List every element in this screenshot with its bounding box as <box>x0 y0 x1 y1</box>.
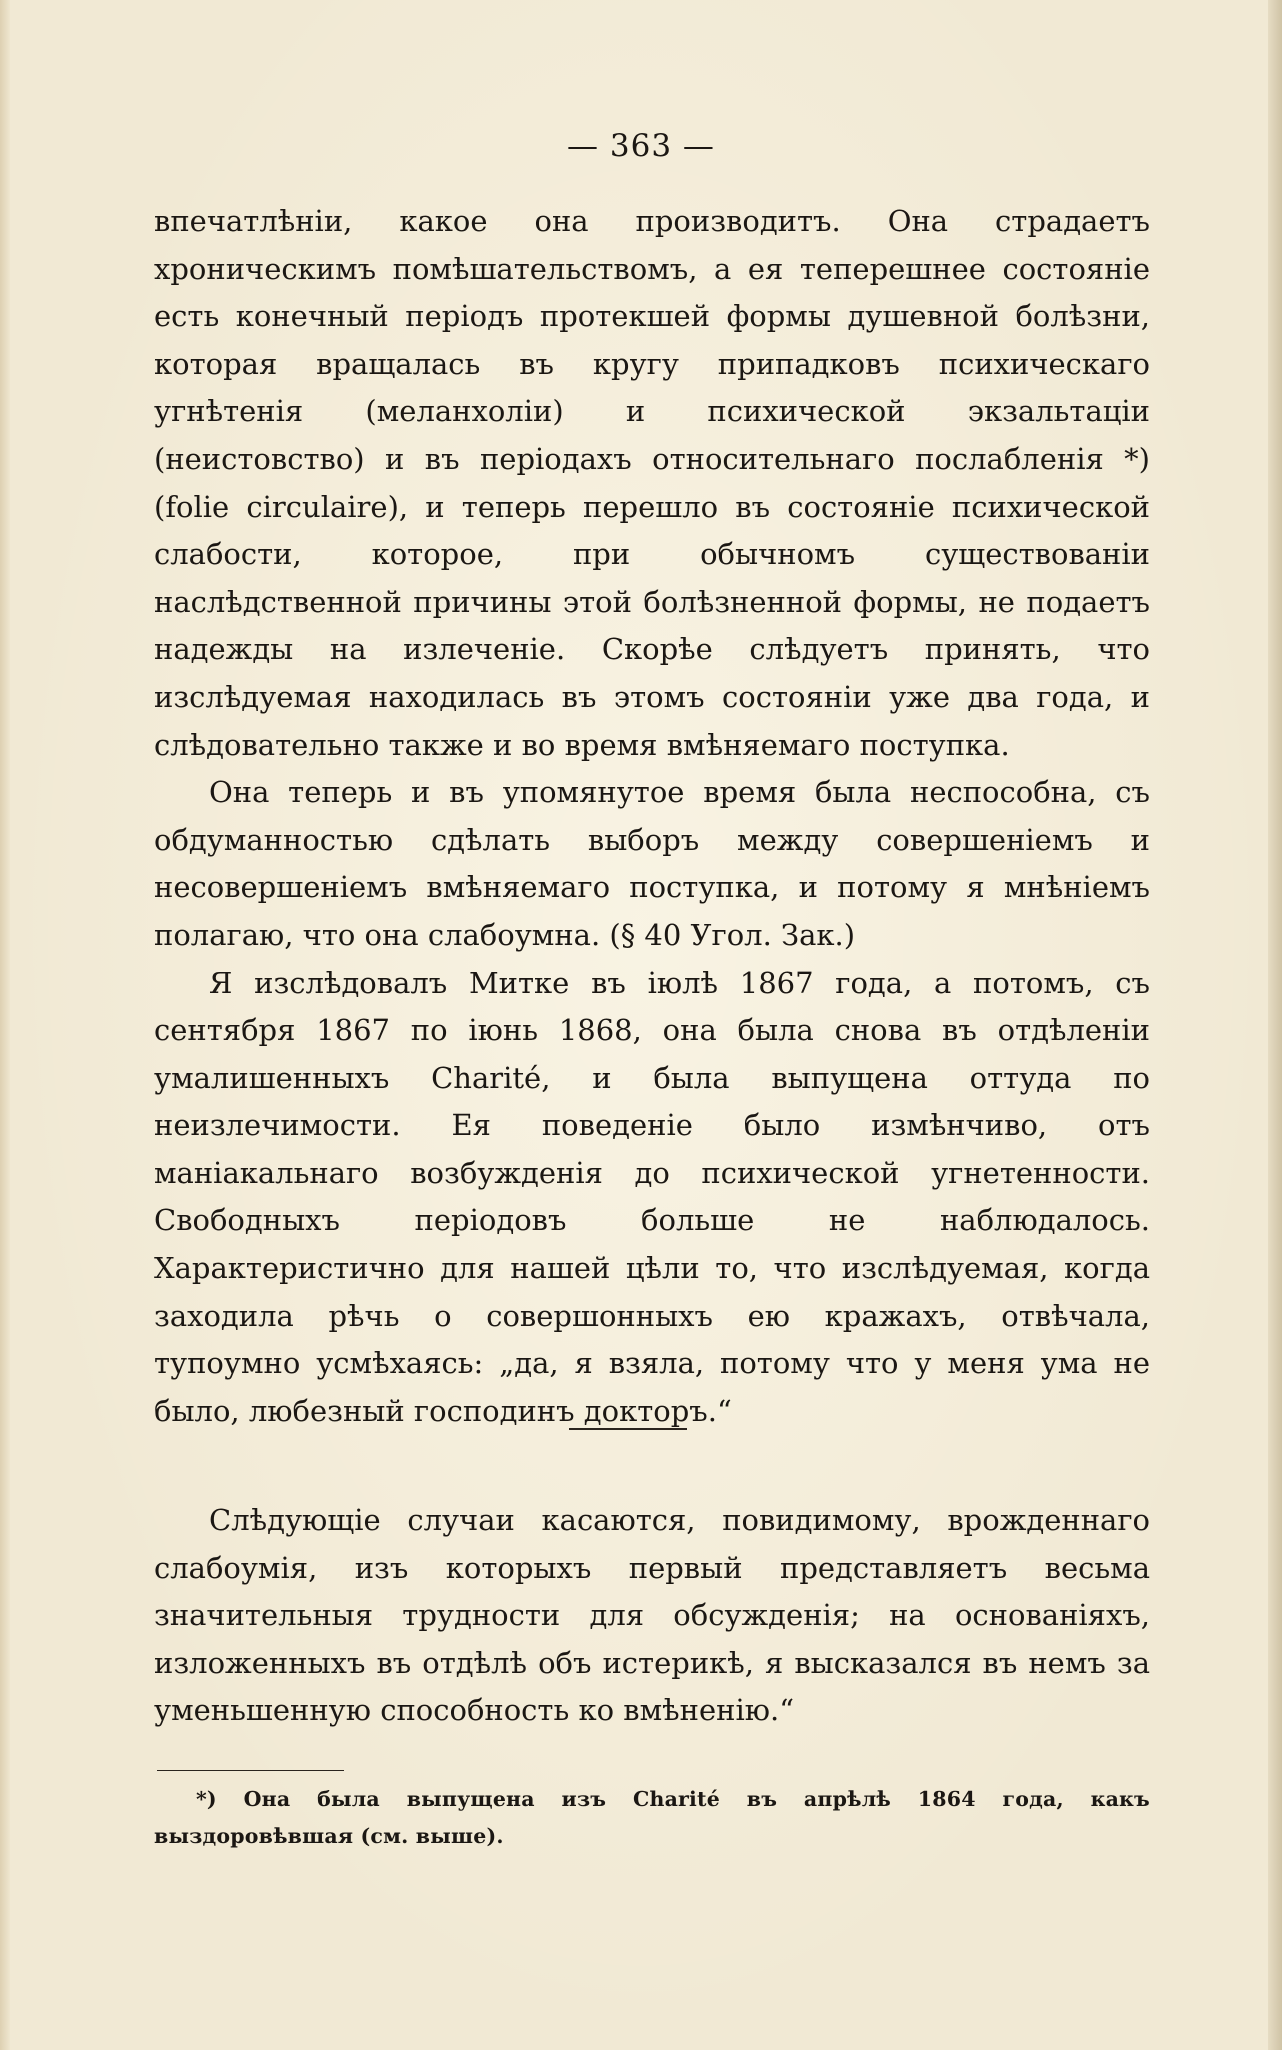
footnote: *) Она была выпущена изъ Charité въ апрѣлѣ 1864 года, какъ выздоровѣвшая (см. выше). <box>154 1787 1150 1848</box>
paragraph-continuation: впечатлѣніи, какое она производитъ. Она страдаетъ хроническимъ помѣшательствомъ, а ея теперешнее состояніе есть конечный періодъ протекшей формы душевной болѣзни, которая вращалась въ кругу припадковъ психическаго угнѣтенія (меланхоліи) и психической экзальтаціи (неистовство) и въ періодахъ относительнаго послабленія *) (folie circulaire), и теперь перешло въ состояніе психической слабости, которое, при обычномъ существованіи наслѣдственной причины этой болѣзненной формы, не подаетъ надежды на излеченіе. Скорѣе слѣдуетъ принять, что изслѣдуемая находилась въ этомъ состояніи уже два года, и слѣдовательно также и во время вмѣняемаго поступка. <box>154 204 1150 762</box>
section-separator <box>569 1428 687 1430</box>
page-edge-left <box>0 0 10 2050</box>
paragraph-next-cases: Слѣдующіе случаи касаются, повидимому, врожденнаго слабоумія, изъ которыхъ первый представляетъ весьма значительныя трудности для обсужденія; на основаніяхъ, изложенныхъ въ отдѣлѣ объ истерикѣ, я высказался въ немъ за уменьшенную способность ко вмѣненію.“ <box>154 1503 1150 1728</box>
next-section-text <box>154 1497 1150 1735</box>
paragraph-follow-up: Я изслѣдовалъ Митке въ іюлѣ 1867 года, а потомъ, съ сентября 1867 по іюнь 1868, она была снова въ отдѣленіи умалишенныхъ Charité, и была выпущена оттуда по неизлечимости. Ея поведеніе было измѣнчиво, отъ маніакальнаго возбужденія до психической угнетенности. Свободныхъ періодовъ больше не наблюдалось. Характеристично для нашей цѣли то, что изслѣдуемая, когда заходила рѣчь о совершонныхъ ею кражахъ, отвѣчала, тупоумно усмѣхаясь: „да, я взяла, потому что у меня ума не было, любезный господинъ докторъ.“ <box>154 965 1150 1428</box>
paragraph-conclusion: Она теперь и въ упомянутое время была неспособна, съ обдуманностью сдѣлать выборъ между совершеніемъ и несовершеніемъ вмѣняемаго поступка, и потому я мнѣніемъ полагаю, что она слабоумна. (§ 40 Угол. Зак.) <box>154 775 1150 952</box>
main-text <box>154 198 1150 1435</box>
page-number: — 363 — <box>567 128 715 164</box>
page-edge-right <box>1268 0 1282 2050</box>
footnote-rule <box>157 1770 344 1771</box>
